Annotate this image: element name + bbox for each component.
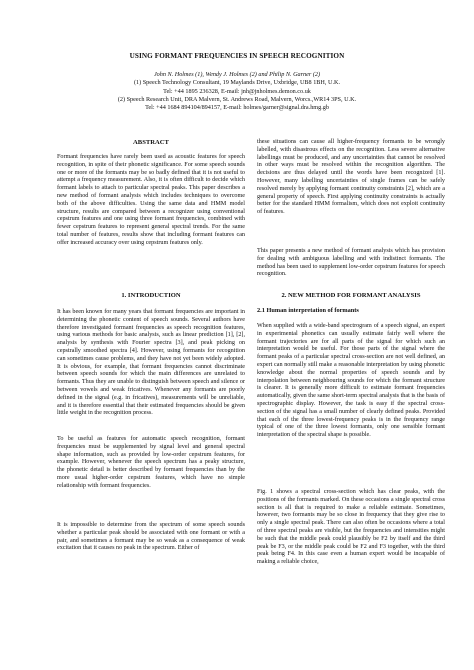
- method-subheading: 2.1 Human interpretation of formants: [257, 307, 359, 314]
- introduction-heading: 1. INTRODUCTION: [121, 292, 181, 299]
- abstract-text: Formant frequencies have rarely been used as acoustic features for speech recognition, in spite of their phonetic significance. For some speech sounds one or more of the formants may be so badly defined that it is not useful to attempt a frequency measurement. Also, it is often difficult to decide which formant labels to attach to particular spectral peaks. This paper describes a new method of formant analysis which includes techniques to overcome both of the above difficulties. Using the same data and HMM model structure, results are compared between a recognizer using conventional cepstrum features and one using three formant frequencies, combined with fewer cepstrum features to represent general spectral trends. For the same total number of features, results show that including formant features can offer increased accuracy over using cepstrum features only.: [57, 154, 245, 246]
- method-paragraph-1: When supplied with a wide-band spectrogram of a speech signal, an expert in experimental phonetics can usually estimate fairly well where the formant trajectories are for all parts of the signal for which such an interpretation would be useful. For those parts of the signal where the formant peaks of a particular spectral cross-section are not well defined, an expert can normally still make a reasonable interpretation by using phonetic knowledge about the normal properties of speech sounds and by interpolation between neighbouring sounds for which the formant structure is clearer. It is generally more difficult to estimate formant frequencies automatically, given the same short-term spectral analysis that is the basis of spectrographic display. However, the task is easy if the spectral cross-section of the signal has a small number of clearly defined peaks. Provided that each of the three lowest-frequency peaks is in the frequency range typical of one of the three lowest formants, only one sensible formant interpretation of the spectral shape is possible.: [257, 323, 445, 439]
- author-names: John N. Holmes (1), Wendy J. Holmes (2) and Philip N. Garner (2): [153, 71, 321, 78]
- paper-overview-paragraph: This paper presents a new method of formant analysis which has provision for dealing with ambiguous labelling and with indistinct formants. The method has been used to supplement low-order cepstrum features for speech recognition.: [257, 248, 445, 278]
- method-heading: 2. NEW METHOD FOR FORMANT ANALYSIS: [281, 292, 421, 299]
- contact-1: Tel: +44 1895 236328, E-mail: jnh@jnholmes.demon.co.uk: [163, 87, 311, 95]
- introduction-paragraph-1: It has been known for many years that formant frequencies are important in determining the phonetic content of speech sounds. Several authors have therefore investigated formant frequencies as speech recognition features, using various methods for basic analysis, such as linear prediction [1], [2], analysis by synthesis with Fourier spectra [3], and peak picking on cepstrally smoothed spectra [4]. However, using formants for recognition can sometimes cause problems, and they have not yet been widely adopted. It is obvious, for example, that formant frequencies cannot discriminate between speech sounds for which the main differences are unrelated to formants. Thus they are unable to distinguish between speech and silence or between vowels and weak fricatives. Whenever any formants are poorly defined in the signal (e.g. in fricatives), measurements will be unreliable, and it is therefore essential that their estimated frequencies should be given little weight in the recognition process.: [57, 309, 245, 417]
- affiliation-1: (1) Speech Technology Consultant, 19 Maylands Drive, Uxbridge, UB8 1BH, U.K.: [133, 79, 341, 87]
- paper-title: USING FORMANT FREQUENCIES IN SPEECH RECOGNITION: [129, 52, 345, 60]
- method-paragraph-2: Fig. 1 shows a spectral cross-section which has clear peaks, with the positions of the formants marked. On these occasions a single spectral cross section is all that is required to make a reliable estimate. Sometimes, however, two formants may be so close in frequency that they give rise to only a single spectral peak. There can also often be occasions where a total of three spectral peaks are visible, but the frequencies and intensities might be such that the middle peak could plausibly be F2 by itself and the third peak be F3, or the middle peak could be F2 and F3 together, with the third peak being F4. In this case even a human expert would be incapable of making a reliable choice,: [257, 489, 445, 566]
- introduction-paragraph-2: To be useful as features for automatic speech recognition, formant frequencies must be supplemented by signal level and general spectral shape information, such as provided by low-order cepstrum features, for example. However, whenever the speech spectrum has a peaky structure, the phonetic detail is better described by formant frequencies than by the more usual higher-order cepstrum features, which have no simple relationship with formant frequencies.: [57, 436, 245, 489]
- introduction-paragraph-3: It is impossible to determine from the spectrum of some speech sounds whether a particular peak should be associated with one formant or with a pair, and sometimes a formant may be so weak as a consequence of weak excitation that it causes no peak in the spectrum. Either of: [57, 522, 245, 552]
- affiliation-2: (2) Speech Research Unit, DRA Malvern, St. Andrews Road, Malvern, Worcs.,WR14 3PS, U.K.: [117, 95, 357, 103]
- continued-paragraph: these situations can cause all higher-frequency formants to be wrongly labelled, with disastrous effects on the recognition. Less severe alternative labellings must be produced, and any uncertainties that cannot be resolved in other ways must be resolved within the recognition algorithm. The decisions are thus delayed until the words have been recognized [1]. However, many labelling uncertainties of single frames can be safely resolved merely by applying formant continuity constraints [2], which are a general property of speech. First applying continuity constraints is actually better for the standard HMM formalism, which does not exploit continuity of features.: [257, 139, 445, 216]
- author-block: [40, 71, 434, 112]
- contact-2: Tel: +44 1684 894104/894157, E-mail: holmes/garner@signal.dra.hmg.gb: [145, 104, 329, 112]
- abstract-heading: ABSTRACT: [133, 139, 169, 146]
